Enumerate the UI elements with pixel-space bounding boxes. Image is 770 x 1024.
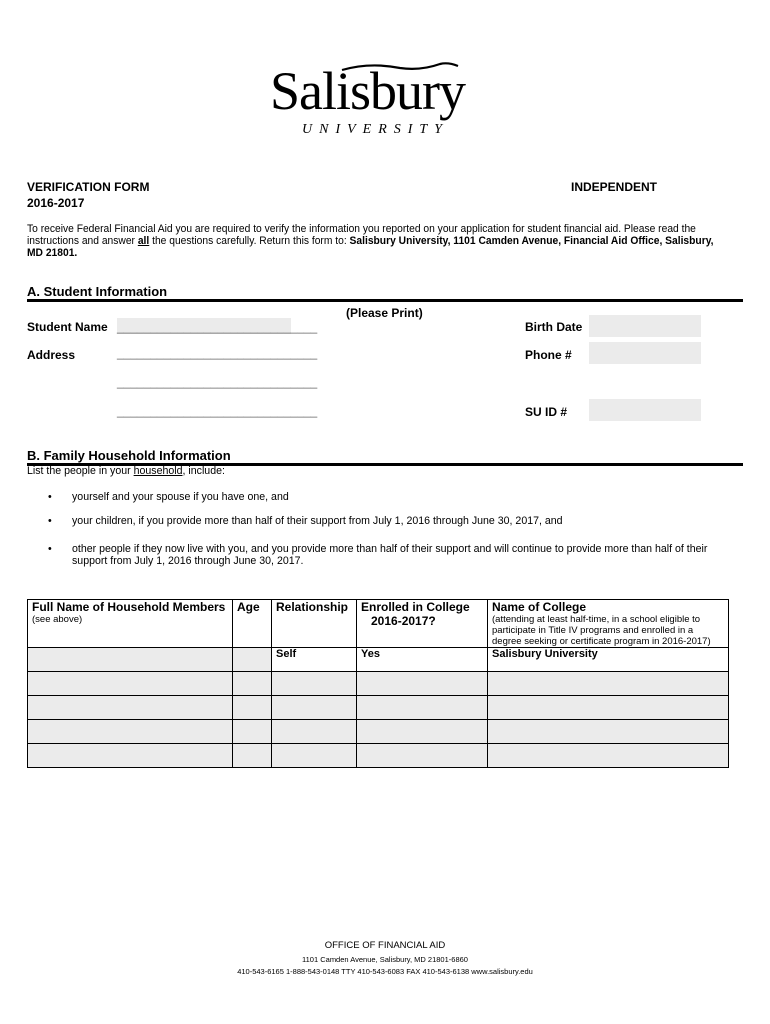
relationship-cell[interactable] bbox=[272, 672, 357, 696]
relationship-value: Self bbox=[276, 648, 297, 660]
form-year: 2016-2017 bbox=[27, 196, 85, 210]
logo-subtitle: UNIVERSITY bbox=[302, 122, 449, 137]
birth-date-field[interactable] bbox=[589, 315, 701, 337]
age-cell[interactable] bbox=[233, 696, 272, 720]
household-intro-text: List the people in your bbox=[27, 465, 134, 477]
bullet-icon: • bbox=[48, 515, 52, 527]
suid-label: SU ID # bbox=[525, 405, 568, 419]
age-cell[interactable] bbox=[233, 648, 272, 672]
college-cell bbox=[488, 648, 729, 672]
name-cell[interactable] bbox=[28, 672, 233, 696]
relationship-cell bbox=[272, 648, 357, 672]
return-address: Salisbury University, 1101 Camden Avenue, Financial Aid Office, Salisbury, MD 21801. bbox=[27, 235, 714, 259]
enrolled-value: Yes bbox=[361, 648, 380, 660]
header-college-sub: (attending at least half-time, in a school eligible to participate in Title IV programs and enrolled in a degree seeking or certificate program in 2016-2017) bbox=[492, 614, 711, 647]
table-header-row bbox=[28, 600, 729, 648]
college-cell[interactable] bbox=[488, 720, 729, 744]
relationship-cell[interactable] bbox=[272, 696, 357, 720]
table-row bbox=[28, 720, 729, 744]
student-name-field[interactable] bbox=[117, 318, 318, 334]
suid-field[interactable] bbox=[589, 399, 701, 421]
name-cell[interactable] bbox=[28, 648, 233, 672]
form-title: VERIFICATION FORM bbox=[27, 180, 150, 194]
address-label: Address bbox=[27, 348, 76, 362]
enrolled-cell bbox=[357, 648, 488, 672]
list-item-text: other people if they now live with you, and you provide more than half of their support and will continue to provide more than half of their support from July 1, 2016 through June 30, 2017. bbox=[72, 543, 708, 567]
bullet-icon: • bbox=[48, 543, 52, 555]
list-item bbox=[48, 543, 737, 567]
section-b-title: B. Family Household Information bbox=[27, 448, 231, 463]
relationship-cell[interactable] bbox=[272, 744, 357, 768]
name-cell[interactable] bbox=[28, 696, 233, 720]
address-line-3[interactable]: ______________________________ bbox=[117, 404, 318, 418]
header-age-cell bbox=[233, 600, 272, 648]
birth-date-label: Birth Date bbox=[525, 320, 583, 334]
header-name-cell bbox=[28, 600, 233, 648]
college-cell[interactable] bbox=[488, 744, 729, 768]
please-print-note: (Please Print) bbox=[346, 306, 423, 320]
enrolled-cell[interactable] bbox=[357, 720, 488, 744]
intro-text-2: the questions carefully. Return this form to: bbox=[149, 235, 350, 247]
header-name-sub: (see above) bbox=[32, 614, 83, 625]
age-cell[interactable] bbox=[233, 720, 272, 744]
college-value: Salisbury University bbox=[492, 648, 598, 660]
list-item-text: your children, if you provide more than half of their support from July 1, 2016 through June 30, 2017, and bbox=[72, 515, 563, 527]
header-relationship: Relationship bbox=[276, 600, 349, 614]
logo-wordmark: Salisbury bbox=[270, 61, 466, 121]
phone-label: Phone # bbox=[525, 348, 572, 362]
table-row bbox=[28, 648, 729, 672]
footer-office: OFFICE OF FINANCIAL AID bbox=[324, 940, 446, 951]
relationship-cell[interactable] bbox=[272, 720, 357, 744]
intro-text: To receive Federal Financial Aid you are required to verify the information you reported on your application for student financial aid. Please read the instructions and answer bbox=[27, 223, 696, 247]
household-intro bbox=[27, 465, 225, 477]
address-line-2[interactable]: ______________________________ bbox=[117, 375, 318, 389]
form-type: INDEPENDENT bbox=[571, 180, 658, 194]
header-college: Name of College bbox=[492, 600, 587, 614]
household-term: household bbox=[133, 465, 183, 477]
table-row bbox=[28, 696, 729, 720]
student-name-label: Student Name bbox=[27, 320, 108, 334]
bullet-icon: • bbox=[48, 491, 52, 503]
enrolled-cell[interactable] bbox=[357, 696, 488, 720]
header-age: Age bbox=[237, 600, 260, 614]
list-item-text: yourself and your spouse if you have one, and bbox=[72, 491, 289, 503]
household-table bbox=[27, 599, 729, 768]
name-cell[interactable] bbox=[28, 720, 233, 744]
enrolled-cell[interactable] bbox=[357, 744, 488, 768]
intro-emphasis: all bbox=[137, 235, 150, 247]
header-enrolled: Enrolled in College bbox=[361, 600, 470, 614]
age-cell[interactable] bbox=[233, 744, 272, 768]
header-college-cell bbox=[488, 600, 729, 648]
section-a-rule bbox=[27, 299, 743, 302]
address-line-1[interactable]: ______________________________ bbox=[117, 346, 318, 360]
phone-field[interactable] bbox=[589, 342, 701, 364]
list-item bbox=[48, 491, 752, 503]
header-relationship-cell bbox=[272, 600, 357, 648]
college-cell[interactable] bbox=[488, 672, 729, 696]
footer-contact: 410-543-6165 1-888-543-0148 TTY 410-543-6083 FAX 410-543-6138 www.salisbury.edu bbox=[237, 967, 533, 976]
header-name: Full Name of Household Members bbox=[32, 600, 226, 614]
header-enrolled-year: 2016-2017? bbox=[371, 614, 436, 628]
footer-address: 1101 Camden Avenue, Salisbury, MD 21801-6860 bbox=[302, 955, 468, 964]
age-cell[interactable] bbox=[233, 672, 272, 696]
list-item bbox=[48, 515, 752, 527]
student-name-blank: ______________________________ bbox=[117, 320, 318, 334]
intro-paragraph bbox=[27, 223, 725, 259]
table-row bbox=[28, 744, 729, 768]
household-intro-end: , include: bbox=[182, 465, 225, 477]
name-cell[interactable] bbox=[28, 744, 233, 768]
section-a-title: A. Student Information bbox=[27, 284, 168, 299]
college-cell[interactable] bbox=[488, 696, 729, 720]
header-enrolled-cell bbox=[357, 600, 488, 648]
table-row bbox=[28, 672, 729, 696]
enrolled-cell[interactable] bbox=[357, 672, 488, 696]
